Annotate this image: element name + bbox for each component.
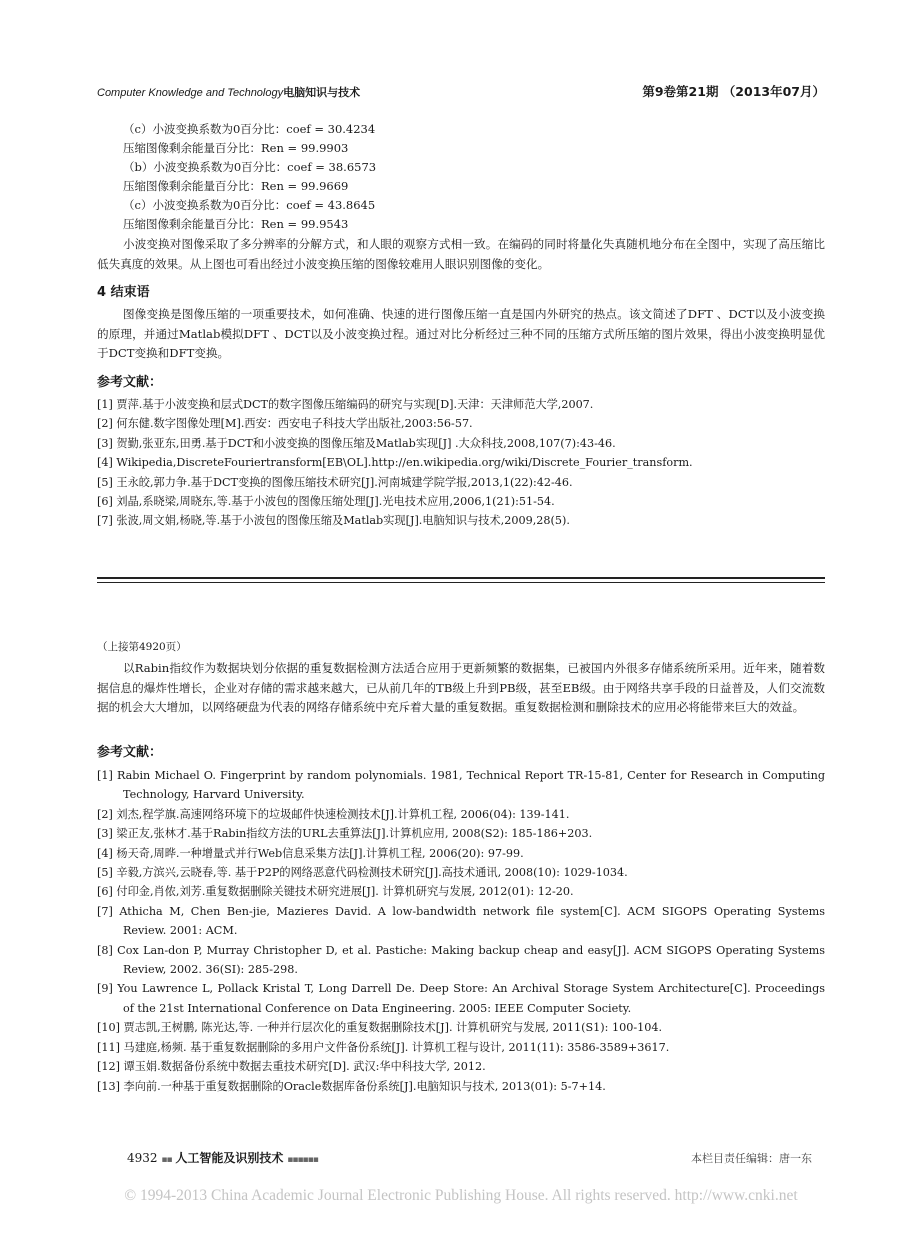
section-name: 人工智能及识别技术 <box>175 1151 284 1165</box>
reference-item: [4] 杨天奇,周晔.一种增量式并行Web信息采集方法[J].计算机工程, 2006(20): 97-99. <box>97 846 524 860</box>
energy-line: 压缩图像剩余能量百分比：Ren = 99.9903 <box>123 141 349 155</box>
reference-item: [12] 谭玉娟.数据备份系统中数据去重技术研究[D]. 武汉:华中科技大学, 2012. <box>97 1060 486 1074</box>
reference-item: [13] 李向前.一种基于重复数据删除的Oracle数据库备份系统[J].电脑知识与技术, 2013(01): 5-7+14. <box>97 1079 606 1093</box>
reference-item: [8] Cox Lan-don P, Murray Christopher D, et al. Pastiche: Making backup cheap and easy[J]. ACM SIGOPS Operating Systems Review, 2002. 36(SI): 285-298. <box>97 943 825 977</box>
journal-title <box>97 84 360 100</box>
article-divider-thin <box>97 582 825 583</box>
reference-item: [11] 马建庭,杨频. 基于重复数据删除的多用户文件备份系统[J]. 计算机工程与设计, 2011(11): 3586-3589+3617. <box>97 1040 670 1054</box>
reference-item: [6] 刘晶,系晓梁,周晓东,等.基于小波包的图像压缩处理[J].光电技术应用,2006,1(21):51-54. <box>97 495 555 509</box>
page-footer-left <box>127 1149 318 1166</box>
issue-info: 第9卷第21期 （2013年07月） <box>642 84 825 99</box>
reference-item: [9] You Lawrence L, Pollack Kristal T, Long Darrell De. Deep Store: An Archival Storage System Architecture[C]. Proceedings of the 21st International Conference on Data Engineering. 2005: IEEE Computer Society. <box>97 982 825 1015</box>
energy-line: 压缩图像剩余能量百分比：Ren = 99.9543 <box>123 217 349 231</box>
coef-line: （c）小波变换系数为0百分比：coef = 30.4234 <box>123 122 376 136</box>
page-number: 4932 <box>127 1151 158 1165</box>
energy-line: 压缩图像剩余能量百分比：Ren = 99.9669 <box>123 179 349 193</box>
reference-item: [10] 贾志凯,王树鹏, 陈光达,等. 一种并行层次化的重复数据删除技术[J]. 计算机研究与发展, 2011(S1): 100-104. <box>97 1021 663 1035</box>
reference-item: [7] 张波,周文娟,杨晓,等.基于小波包的图像压缩及Matlab实现[J].电脑知识与技术,2009,28(5). <box>97 514 570 528</box>
coef-line: （b）小波变换系数为0百分比：coef = 38.6573 <box>123 160 377 174</box>
reference-list <box>97 395 825 531</box>
editor-credit: 本栏目责任编辑：唐一东 <box>691 1152 812 1165</box>
reference-item: [4] Wikipedia,DiscreteFouriertransform[EB\OL].http://en.wikipedia.org/wiki/Discrete_Fourier_transform. <box>97 456 693 470</box>
references-heading: 参考文献： <box>97 375 163 390</box>
reference-item: [3] 梁正友,张林才.基于Rabin指纹方法的URL去重算法[J].计算机应用, 2008(S2): 185-186+203. <box>97 827 593 841</box>
article-divider <box>97 577 825 579</box>
footer-dots-icon: ▪▪ <box>161 1155 172 1165</box>
footer-dots-icon: ▪▪▪▪▪▪ <box>287 1155 318 1165</box>
reference-list <box>97 766 825 1096</box>
reference-item: [2] 何东健.数字图像处理[M].西安：西安电子科技大学出版社,2003:56-57. <box>97 417 473 431</box>
reference-item: [6] 付印金,肖侬,刘芳.重复数据删除关键技术研究进展[J]. 计算机研究与发展, 2012(01): 12-20. <box>97 885 574 899</box>
dedup-paragraph: 以Rabin指纹作为数据块划分依据的重复数据检测方法适合应用于更新频繁的数据集，已被国内外很多存储系统所采用。近年来，随着数据信息的爆炸性增长，企业对存储的需求越来越大，已从前几年的TB级上升到PB级，甚至EB级。由于网络共享手段的日益普及，人们交流数据的机会大大增加，以网络硬盘为代表的网络存储系统中充斥着大量的重复数据。重复数据检测和删除技术的应用必将能带来巨大的效益。 <box>97 661 825 714</box>
journal-title-en: Computer Knowledge and Technology <box>97 87 284 99</box>
wavelet-paragraph: 小波变换对图像采取了多分辨率的分解方式，和人眼的观察方式相一致。在编码的同时将量化失真随机地分布在全图中，实现了高压缩比低失真度的效果。从上图也可看出经过小波变换压缩的图像较难用人眼识别图像的变化。 <box>97 237 825 271</box>
conclusion-paragraph: 图像变换是图像压缩的一项重要技术，如何准确、快速的进行图像压缩一直是国内外研究的热点。该文简述了DFT 、DCT以及小波变换的原理，并通过Matlab模拟DFT 、DCT以及小波变换过程。通过对比分析经过三种不同的压缩方式所压缩的图片效果，得出小波变换明显优于DCT变换和DFT变换。 <box>97 307 825 360</box>
reference-item: [7] Athicha M, Chen Ben-jie, Mazieres David. A low-bandwidth network file system[C]. ACM SIGOPS Operating Systems Review. 2001: ACM. <box>97 904 825 938</box>
reference-item: [1] 贾萍.基于小波变换和层式DCT的数字图像压缩编码的研究与实现[D].天津：天津师范大学,2007. <box>97 398 594 411</box>
reference-item: [5] 辛毅,方滨兴,云晓春,等. 基于P2P的网络恶意代码检测技术研究[J].高技术通讯, 2008(10): 1029-1034. <box>97 866 628 880</box>
coef-line: （c）小波变换系数为0百分比：coef = 43.8645 <box>123 198 376 212</box>
reference-item: [1] Rabin Michael O. Fingerprint by random polynomials. 1981, Technical Report TR-15-81, Center for Research in Computing Technology, Harvard University. <box>97 769 825 802</box>
copyright-watermark: © 1994-2013 China Academic Journal Electronic Publishing House. All rights reserved. http://www.cnki.net <box>124 1187 798 1204</box>
journal-title-cn: 电脑知识与技术 <box>283 87 361 99</box>
reference-item: [3] 贺勤,张亚东,田勇.基于DCT和小波变换的图像压缩及Matlab实现[J] .大众科技,2008,107(7):43-46. <box>97 436 616 450</box>
reference-item: [5] 王永皎,郭力争.基于DCT变换的图像压缩技术研究[J].河南城建学院学报,2013,1(22):42-46. <box>97 475 573 489</box>
section-heading: 4 结束语 <box>97 285 150 300</box>
references-heading: 参考文献： <box>97 745 163 760</box>
reference-item: [2] 刘杰,程学旗.高速网络环境下的垃圾邮件快速检测技术[J].计算机工程, 2006(04): 139-141. <box>97 807 570 821</box>
continued-note: （上接第4920页） <box>97 641 187 653</box>
